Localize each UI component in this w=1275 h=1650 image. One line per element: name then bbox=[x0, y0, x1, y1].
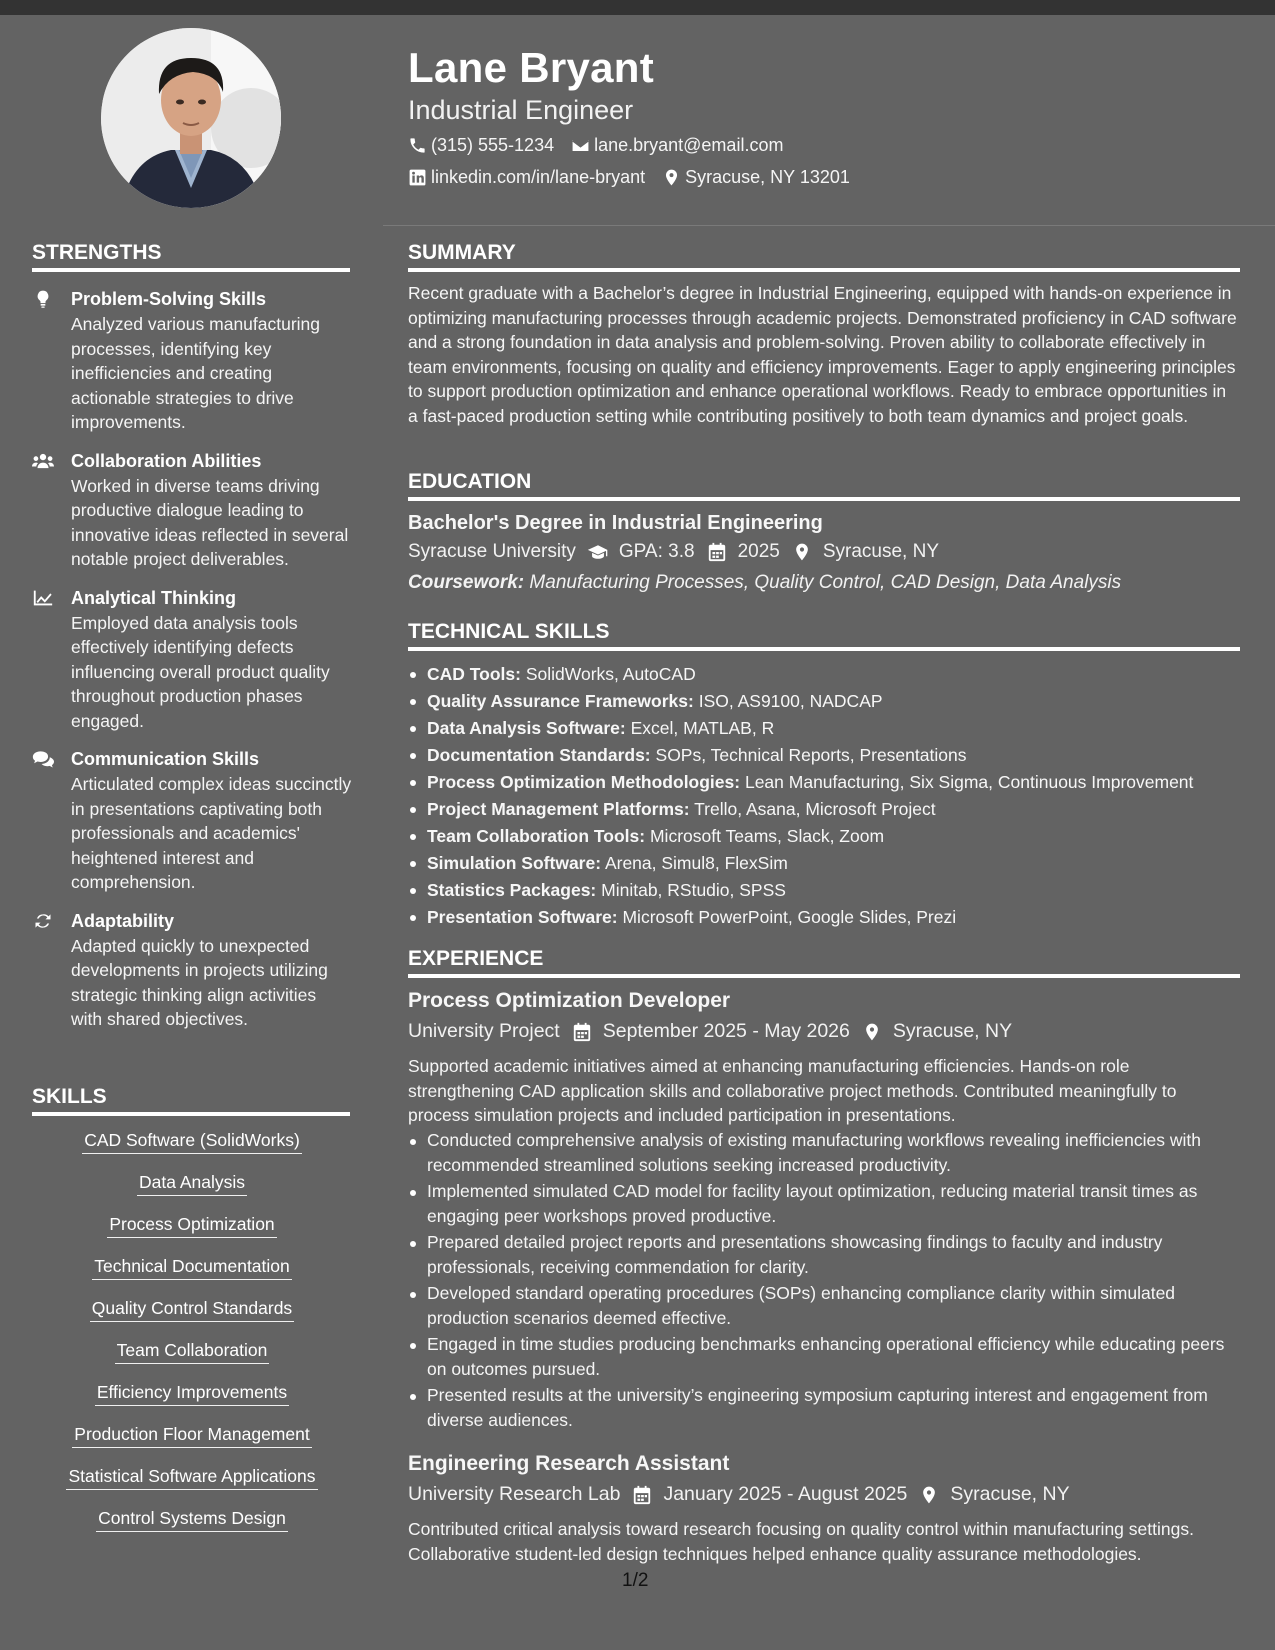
strength-title: Problem-Solving Skills bbox=[71, 289, 267, 309]
skill-tag: Production Floor Management bbox=[72, 1422, 311, 1448]
job-location: Syracuse, NY bbox=[892, 1020, 1013, 1042]
job-description: Contributed critical analysis toward research focusing on quality control within manufacturing settings. Collaborative student-led design techniques helped enhance quality assurance methodologies. bbox=[408, 1519, 1194, 1564]
skills-list bbox=[32, 1128, 352, 1548]
strength-item bbox=[32, 909, 352, 1032]
strength-desc: Articulated complex ideas succinctly in presentations captivating both professionals and academics' heightened interest and comprehension. bbox=[71, 774, 352, 892]
contact-linkedin[interactable] bbox=[408, 167, 645, 188]
strength-desc: Worked in diverse teams driving productive dialogue leading to innovative ideas reflected in several notable project deliverables. bbox=[71, 475, 349, 569]
tech-skill-value: Microsoft PowerPoint, Google Slides, Prezi bbox=[622, 907, 957, 927]
skill-tag: Process Optimization bbox=[107, 1212, 276, 1238]
tech-skill-label: Process Optimization Methodologies: bbox=[427, 772, 741, 792]
list-item bbox=[408, 904, 1248, 931]
tech-skill-label: Presentation Software: bbox=[427, 907, 618, 927]
coursework-label: Coursework: bbox=[408, 572, 525, 593]
contact-row-2 bbox=[408, 167, 867, 188]
linkedin-icon bbox=[408, 168, 427, 187]
list-item: Presented results at the university’s engineering symposium capturing interest and engagement from diverse audiences. bbox=[408, 1383, 1248, 1432]
experience-heading: EXPERIENCE bbox=[408, 947, 1240, 978]
tech-skill-label: Documentation Standards: bbox=[427, 745, 651, 765]
list-item bbox=[408, 688, 1248, 715]
contact-location bbox=[662, 167, 850, 188]
map-pin-icon bbox=[662, 168, 681, 187]
lightbulb-icon bbox=[32, 287, 58, 435]
list-item: Prepared detailed project reports and presentations showcasing findings to faculty and industry professionals, receiving commendation for clarity. bbox=[408, 1230, 1248, 1279]
job-bullets bbox=[408, 1128, 1248, 1434]
phone-icon bbox=[408, 136, 427, 155]
skills-heading: SKILLS bbox=[32, 1085, 350, 1116]
strength-title: Analytical Thinking bbox=[71, 587, 237, 608]
skill-tag: Team Collaboration bbox=[115, 1338, 270, 1364]
skill-tag: Data Analysis bbox=[137, 1170, 247, 1196]
school-location: Syracuse, NY bbox=[822, 541, 940, 562]
map-pin-icon bbox=[861, 1022, 883, 1042]
summary-heading: SUMMARY bbox=[408, 241, 1240, 272]
strength-item bbox=[32, 287, 352, 435]
candidate-name: Lane Bryant bbox=[408, 44, 655, 91]
skill-tag: Statistical Software Applications bbox=[66, 1464, 317, 1490]
job-title: Process Optimization Developer bbox=[408, 989, 731, 1012]
degree-title: Bachelor's Degree in Industrial Engineering bbox=[408, 512, 823, 534]
tech-skill-value: Arena, Simul8, FlexSim bbox=[604, 853, 788, 873]
strength-item bbox=[32, 747, 352, 895]
job-dates: January 2025 - August 2025 bbox=[663, 1483, 908, 1505]
list-item bbox=[408, 715, 1248, 742]
strength-title: Collaboration Abilities bbox=[71, 450, 262, 471]
calendar-icon bbox=[706, 542, 728, 562]
technical-skills-list bbox=[408, 661, 1248, 931]
list-item bbox=[408, 796, 1248, 823]
job-meta bbox=[408, 1020, 1012, 1043]
contact-phone[interactable] bbox=[408, 135, 554, 156]
profile-photo bbox=[101, 28, 281, 208]
job-meta bbox=[408, 1483, 1070, 1506]
list-item bbox=[408, 742, 1248, 769]
list-item bbox=[408, 661, 1248, 688]
job-org: University Project bbox=[408, 1020, 560, 1042]
strengths-list bbox=[32, 287, 352, 1046]
list-item: Developed standard operating procedures (SOPs) enhancing compliance clarity within simulated production scenarios deemed effective. bbox=[408, 1281, 1248, 1330]
comments-icon bbox=[32, 747, 58, 895]
list-item bbox=[408, 877, 1248, 904]
list-item: Implemented simulated CAD model for facility layout optimization, reducing material transit times as engaging peer workshops proved productive. bbox=[408, 1179, 1248, 1228]
candidate-role: Industrial Engineer bbox=[408, 95, 634, 125]
education-heading: EDUCATION bbox=[408, 470, 1240, 501]
tech-skill-label: Statistics Packages: bbox=[427, 880, 597, 900]
tech-skill-label: Quality Assurance Frameworks: bbox=[427, 691, 694, 711]
gpa-text: GPA: 3.8 bbox=[618, 541, 695, 562]
strength-desc: Adapted quickly to unexpected developments in projects utilizing strategic thinking align activities with shared objectives. bbox=[71, 935, 328, 1029]
strength-item bbox=[32, 586, 352, 734]
phone-text: (315) 555-1234 bbox=[431, 135, 555, 155]
job-org: University Research Lab bbox=[408, 1483, 621, 1505]
envelope-icon bbox=[571, 136, 590, 155]
strength-desc: Employed data analysis tools effectively identifying defects influencing overall product quality throughout production phases engaged. bbox=[71, 612, 330, 731]
skill-tag: CAD Software (SolidWorks) bbox=[82, 1128, 302, 1154]
tech-skill-label: CAD Tools: bbox=[427, 664, 521, 684]
sync-icon bbox=[32, 909, 58, 1032]
contact-email[interactable] bbox=[571, 135, 783, 156]
map-pin-icon bbox=[791, 542, 813, 562]
linkedin-text: linkedin.com/in/lane-bryant bbox=[431, 167, 646, 187]
tech-skill-value: Excel, MATLAB, R bbox=[630, 718, 775, 738]
tech-skill-label: Team Collaboration Tools: bbox=[427, 826, 646, 846]
tech-skill-value: Minitab, RStudio, SPSS bbox=[601, 880, 786, 900]
top-bar bbox=[0, 0, 1275, 15]
tech-skill-value: Trello, Asana, Microsoft Project bbox=[694, 799, 936, 819]
email-text: lane.bryant@email.com bbox=[594, 135, 784, 155]
users-icon bbox=[32, 449, 58, 572]
coursework-text: Manufacturing Processes, Quality Control, CAD Design, Data Analysis bbox=[529, 572, 1122, 593]
page-number: 1/2 bbox=[622, 1570, 649, 1591]
list-item: Conducted comprehensive analysis of existing manufacturing workflows revealing inefficiencies with recommended streamlined solutions seeking increased productivity. bbox=[408, 1128, 1248, 1177]
skill-tag: Efficiency Improvements bbox=[95, 1380, 289, 1406]
tech-skill-label: Data Analysis Software: bbox=[427, 718, 626, 738]
tech-skill-value: ISO, AS9100, NADCAP bbox=[698, 691, 883, 711]
strengths-heading: STRENGTHS bbox=[32, 241, 350, 272]
skill-tag: Control Systems Design bbox=[96, 1506, 288, 1532]
strength-desc: Analyzed various manufacturing processes, identifying key inefficiencies and creating actionable strategies to drive improvements. bbox=[71, 314, 321, 432]
map-pin-icon bbox=[918, 1485, 940, 1505]
tech-skill-value: SolidWorks, AutoCAD bbox=[525, 664, 696, 684]
calendar-icon bbox=[631, 1485, 653, 1505]
strength-title: Communication Skills bbox=[71, 749, 260, 769]
header-divider bbox=[383, 225, 1275, 226]
graduation-cap-icon bbox=[587, 542, 609, 562]
list-item bbox=[408, 769, 1248, 796]
strength-title: Adaptability bbox=[71, 910, 175, 931]
location-text: Syracuse, NY 13201 bbox=[685, 167, 850, 187]
chart-line-icon bbox=[32, 586, 58, 734]
job-dates: September 2025 - May 2026 bbox=[602, 1020, 850, 1042]
strength-item bbox=[32, 449, 352, 572]
list-item bbox=[408, 823, 1248, 850]
skill-tag: Quality Control Standards bbox=[90, 1296, 294, 1322]
tech-skill-value: Lean Manufacturing, Six Sigma, Continuous Improvement bbox=[744, 772, 1194, 792]
job-location: Syracuse, NY bbox=[950, 1483, 1070, 1505]
list-item: Engaged in time studies producing benchmarks enhancing operational efficiency while educating peers on outcomes pursued. bbox=[408, 1332, 1248, 1381]
tech-skill-label: Project Management Platforms: bbox=[427, 799, 690, 819]
coursework-line bbox=[408, 572, 1121, 594]
job-title: Engineering Research Assistant bbox=[408, 1452, 730, 1475]
tech-skill-value: Microsoft Teams, Slack, Zoom bbox=[649, 826, 885, 846]
graduation-year: 2025 bbox=[737, 541, 780, 562]
education-meta bbox=[408, 541, 939, 563]
tech-skill-label: Simulation Software: bbox=[427, 853, 602, 873]
contact-row-1 bbox=[408, 135, 800, 156]
summary-text: Recent graduate with a Bachelor’s degree in Industrial Engineering, equipped with hands-on experience in optimizing manufacturing processes through academic projects. Demonstrated proficiency in CAD software and a strong foundation in data analysis and problem-solving. Proven ability to collaborate effectively in team environments, focusing on quality and efficiency improvements. Eager to apply engineering principles to support production optimization and enhance operational workflows. Ready to embrace opportunities in a fast-paced production setting while contributing positively to both team dynamics and project goals. bbox=[408, 283, 1237, 426]
skill-tag: Technical Documentation bbox=[92, 1254, 292, 1280]
tech-skill-value: SOPs, Technical Reports, Presentations bbox=[655, 745, 967, 765]
school-name: Syracuse University bbox=[408, 541, 576, 562]
calendar-icon bbox=[571, 1022, 593, 1042]
technical-skills-heading: TECHNICAL SKILLS bbox=[408, 620, 1240, 651]
job-description: Supported academic initiatives aimed at enhancing manufacturing efficiencies. Hands-on role strengthening CAD application skills and collaborative project methods. Contributed meaningfully to process simulation projects and included participation in presentations. bbox=[408, 1056, 1177, 1125]
list-item bbox=[408, 850, 1248, 877]
